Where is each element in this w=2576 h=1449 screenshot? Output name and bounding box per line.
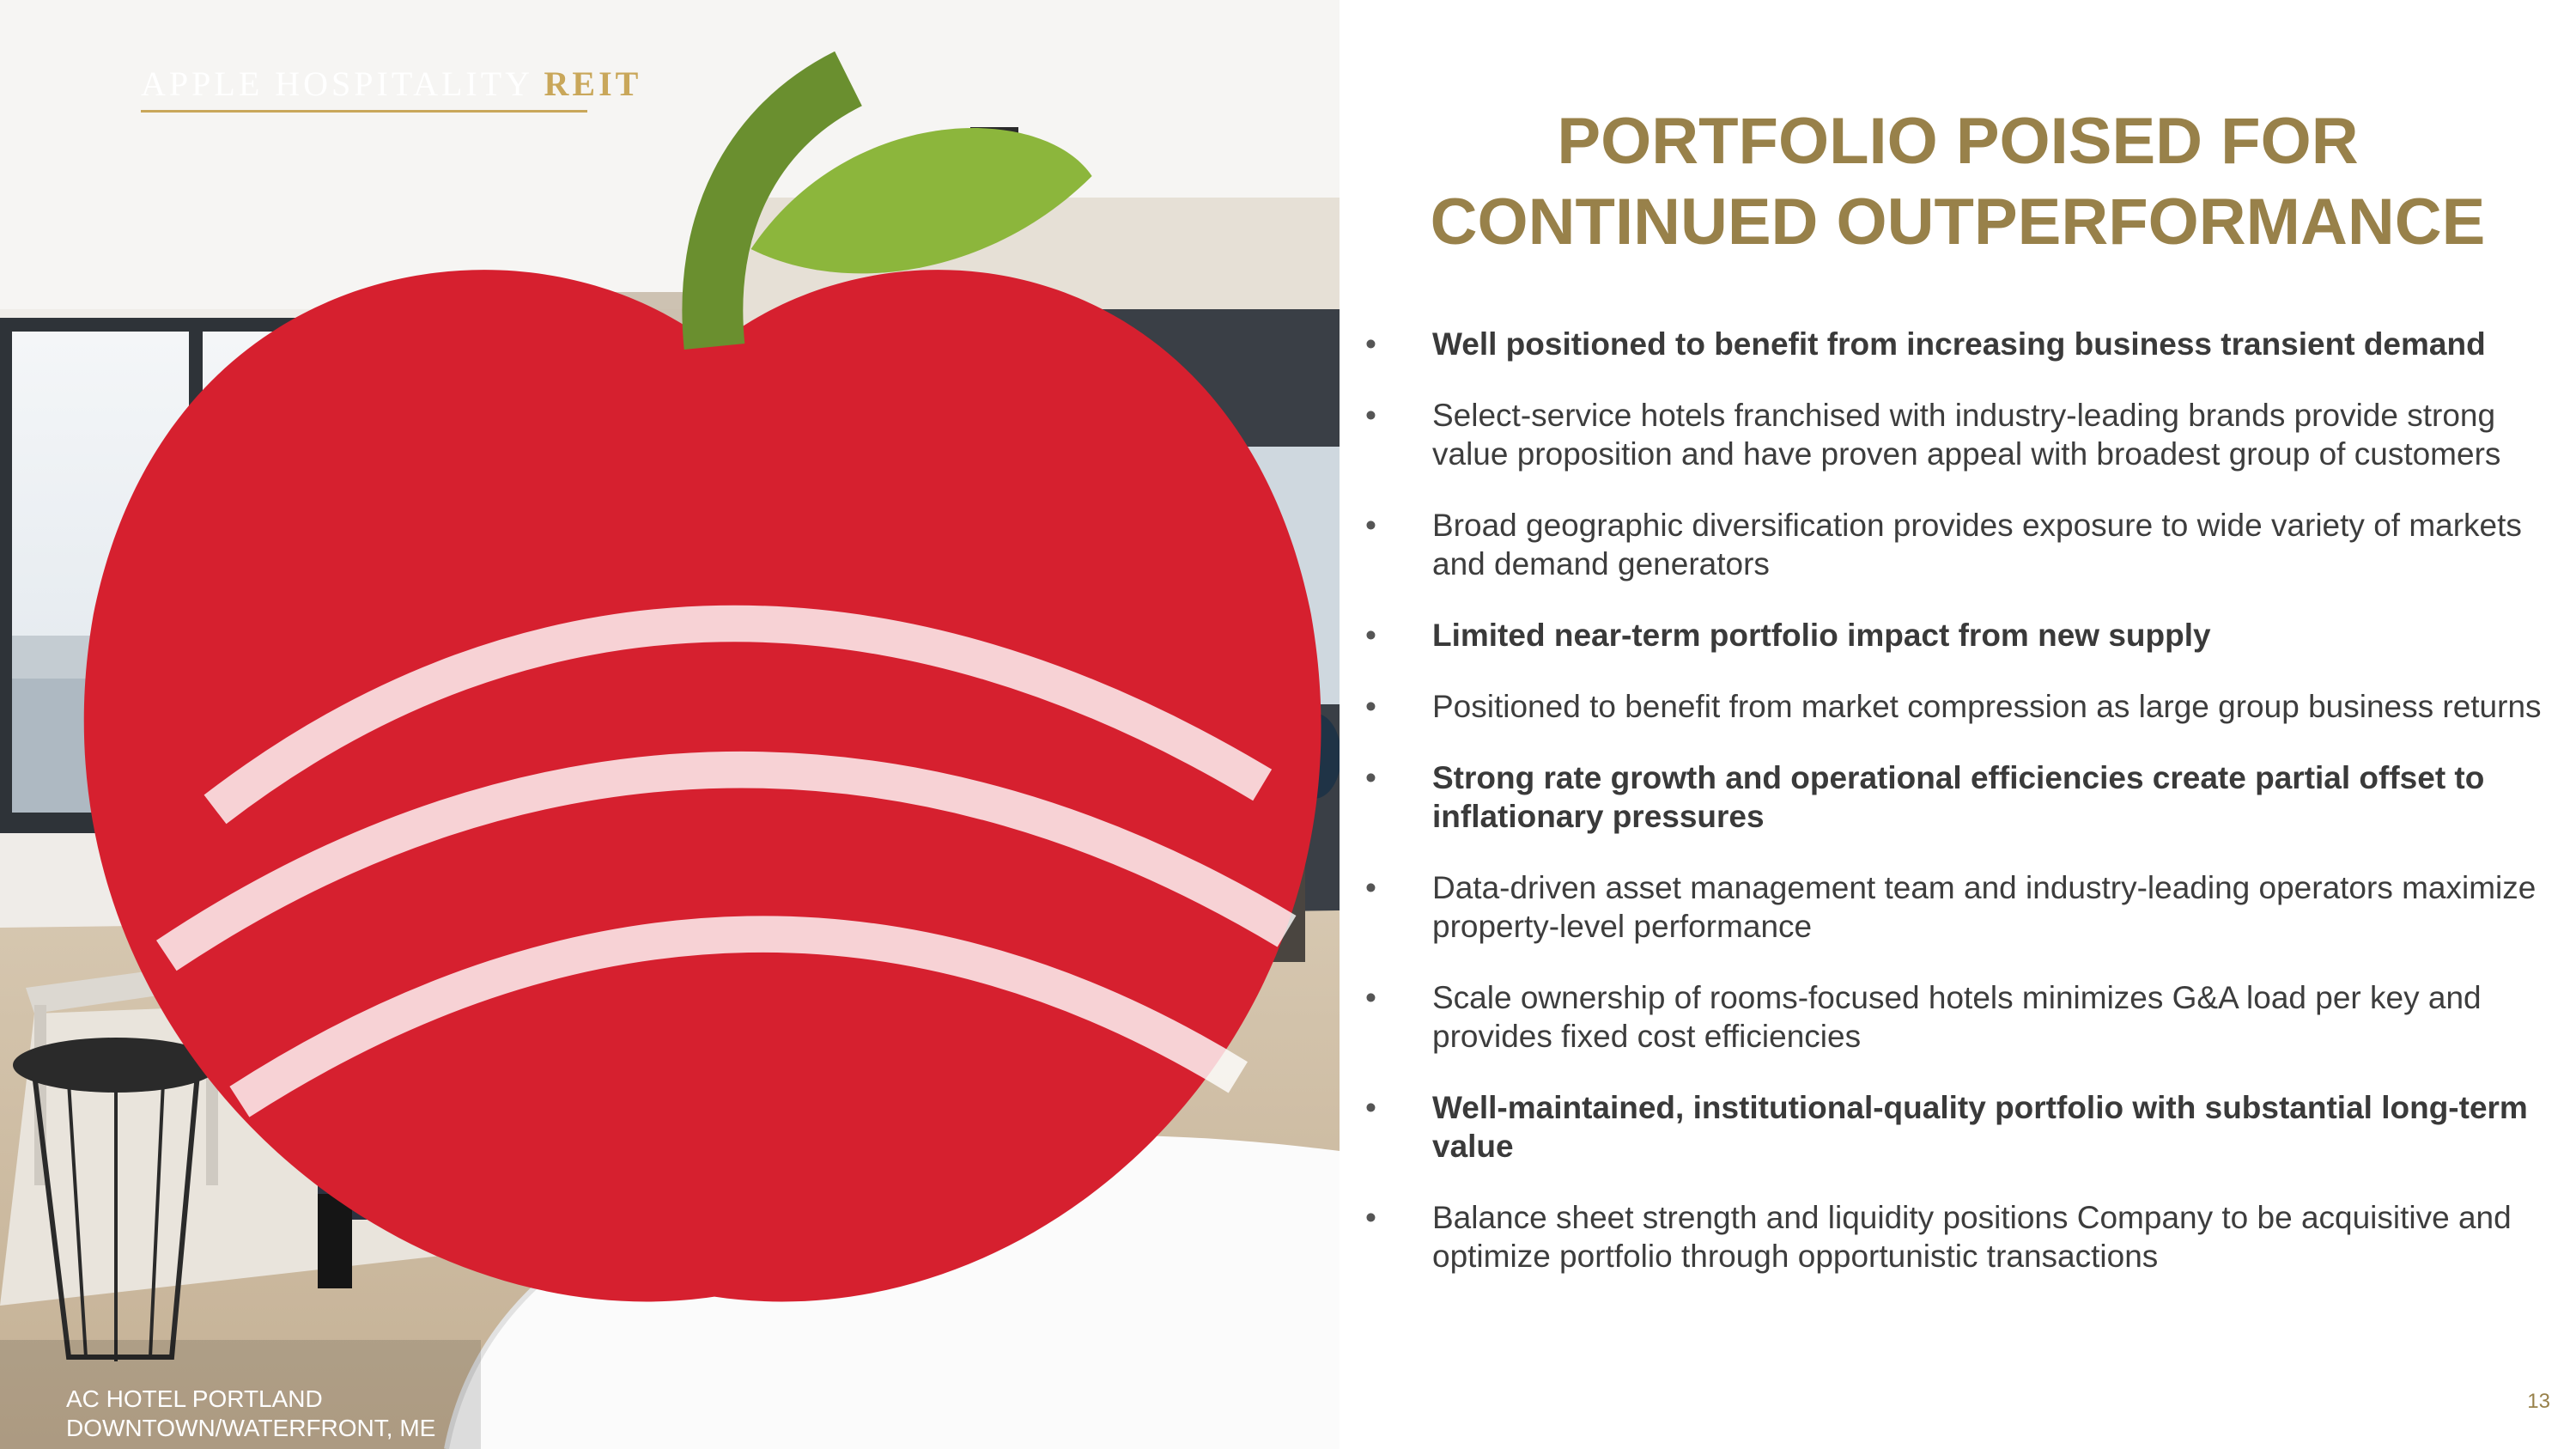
page-number: 13 [2527, 1390, 2550, 1413]
bullet-text: Well positioned to benefit from increasing business transient demand [1432, 326, 2486, 362]
bullet-item [1365, 868, 2559, 946]
bullet-item [1365, 1088, 2559, 1166]
caption-line-1: AC HOTEL PORTLAND [66, 1385, 323, 1412]
bullet-text: Positioned to benefit from market compression as large group business returns [1432, 689, 2542, 724]
bullet-item [1365, 687, 2559, 726]
bullet-text: Scale ownership of rooms-focused hotels minimizes G&A load per key and provides fixed cost efficiencies [1432, 980, 2482, 1054]
bullet-marker: • [1365, 1090, 1376, 1125]
title-line-1: PORTFOLIO POISED FOR [1557, 105, 2359, 178]
bullet-marker: • [1365, 508, 1376, 543]
bullet-text: Balance sheet strength and liquidity positions Company to be acquisitive and optimize portfolio through opportunistic transactions [1432, 1200, 2512, 1274]
logo-text-main: APPLE HOSPITALITY [141, 64, 532, 103]
bullet-item [1365, 758, 2559, 836]
bullet-marker: • [1365, 760, 1376, 795]
company-logo [45, 24, 642, 119]
bullet-item [1365, 1198, 2559, 1275]
photo-caption [66, 1385, 435, 1443]
slide-title [1340, 101, 2576, 263]
bullet-text: Strong rate growth and operational efficiencies create partial offset to inflationary pressures [1432, 760, 2485, 834]
logo-wordmark [141, 64, 641, 104]
bullet-list [1365, 325, 2559, 1308]
bullet-marker: • [1365, 870, 1376, 905]
bullet-marker: • [1365, 980, 1376, 1015]
apple-logo-icon [45, 24, 1340, 1449]
bullet-item [1365, 506, 2559, 583]
bullet-item [1365, 616, 2559, 654]
bullet-text: Data-driven asset management team and industry-leading operators maximize property-level performance [1432, 870, 2537, 944]
bullet-item [1365, 978, 2559, 1056]
bullet-marker: • [1365, 326, 1376, 362]
title-line-2: CONTINUED OUTPERFORMANCE [1430, 186, 2486, 259]
logo-underline [141, 110, 587, 113]
bullet-text: Broad geographic diversification provides exposure to wide variety of markets and demand generators [1432, 508, 2522, 581]
bullet-text: Select-service hotels franchised with industry-leading brands provide strong value proposition and have proven appeal with broadest group of customers [1432, 398, 2501, 472]
bullet-marker: • [1365, 1200, 1376, 1235]
logo-text-accent: REIT [544, 64, 642, 103]
bullet-marker: • [1365, 618, 1376, 653]
bullet-marker: • [1365, 689, 1376, 724]
caption-line-2: DOWNTOWN/WATERFRONT, ME [66, 1415, 436, 1441]
bullet-item [1365, 325, 2559, 363]
bullet-marker: • [1365, 398, 1376, 433]
bullet-text: Well-maintained, institutional-quality portfolio with substantial long-term value [1432, 1090, 2528, 1164]
bullet-item [1365, 396, 2559, 473]
bullet-text: Limited near-term portfolio impact from new supply [1432, 618, 2211, 653]
